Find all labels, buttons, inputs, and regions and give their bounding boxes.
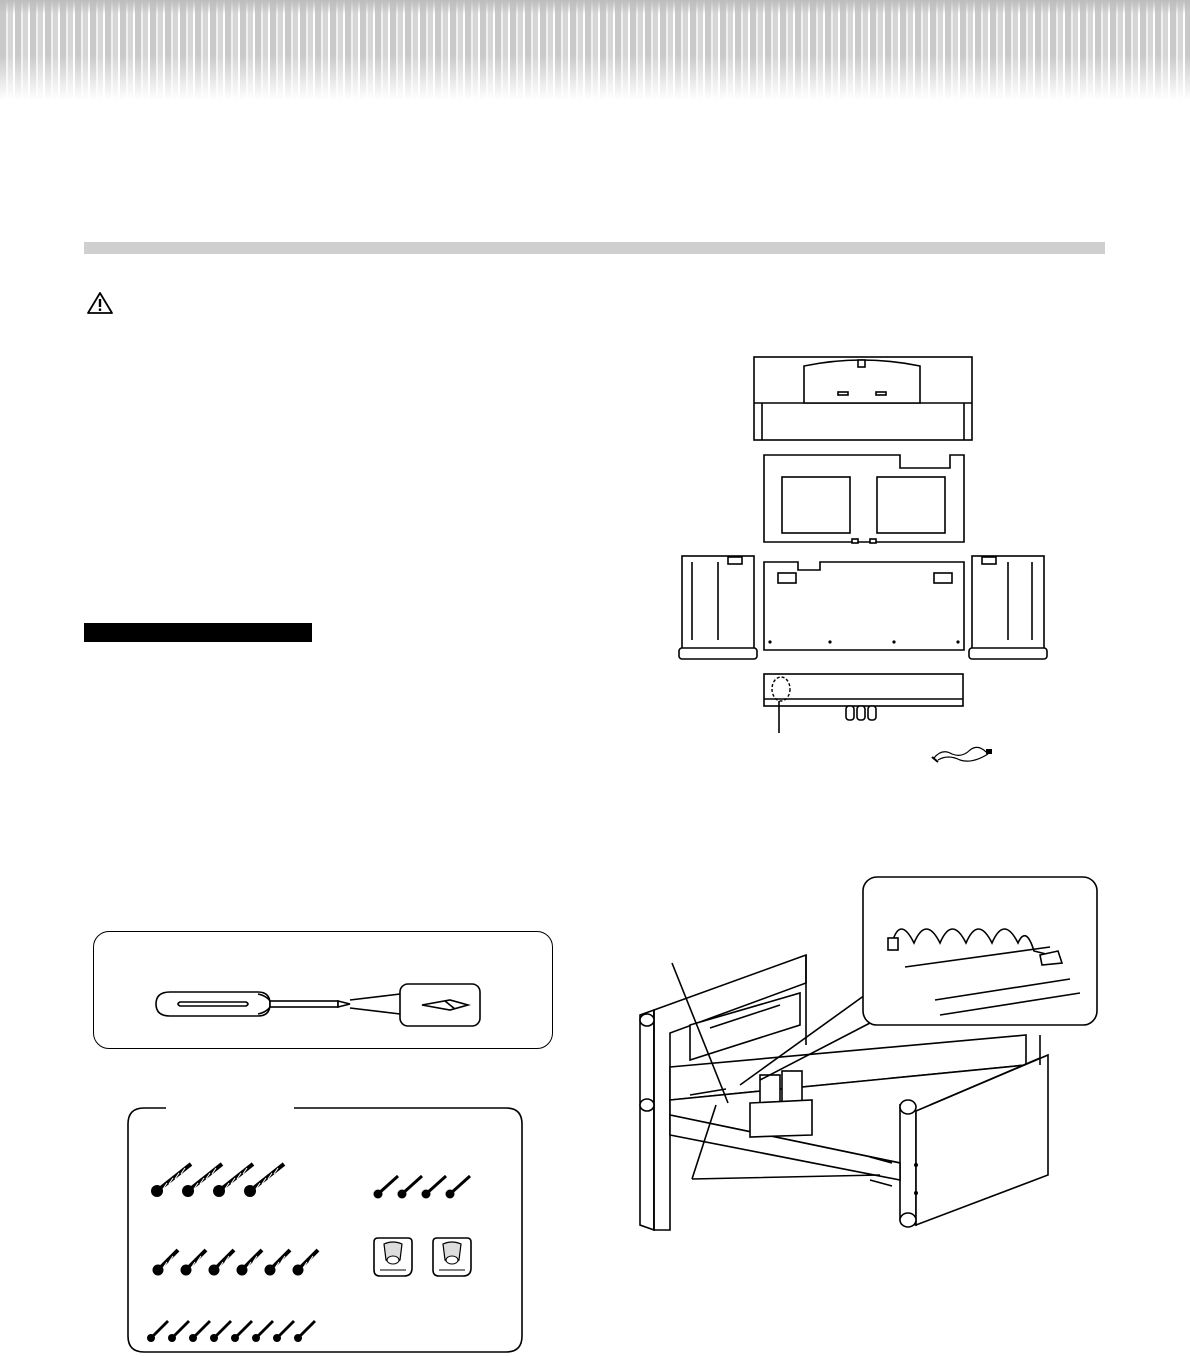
black-label-bar <box>84 623 312 642</box>
front-board-part <box>764 562 964 650</box>
main-unit-part <box>754 357 972 440</box>
screw-group-large <box>145 1156 295 1202</box>
cord-icon <box>932 747 992 762</box>
side-panel-left <box>679 556 757 659</box>
side-panel-right <box>969 556 1047 659</box>
screw-group-small <box>144 1315 324 1345</box>
back-board-part <box>764 455 964 543</box>
screw-group-medium <box>148 1241 333 1279</box>
package-contents-illustration <box>670 350 1060 770</box>
cord-holder-group <box>370 1234 480 1280</box>
phillips-screwdriver-icon <box>150 980 485 1030</box>
stand-assembly-illustration <box>630 875 1100 1235</box>
warning-triangle-icon <box>86 291 114 315</box>
header-band-shade <box>0 0 1190 14</box>
cord-detail-inset <box>863 877 1097 1025</box>
section-heading-rule <box>84 242 1105 254</box>
pedal-box-part <box>764 674 963 733</box>
screw-group-thin <box>370 1170 475 1202</box>
header-band <box>0 0 1190 100</box>
